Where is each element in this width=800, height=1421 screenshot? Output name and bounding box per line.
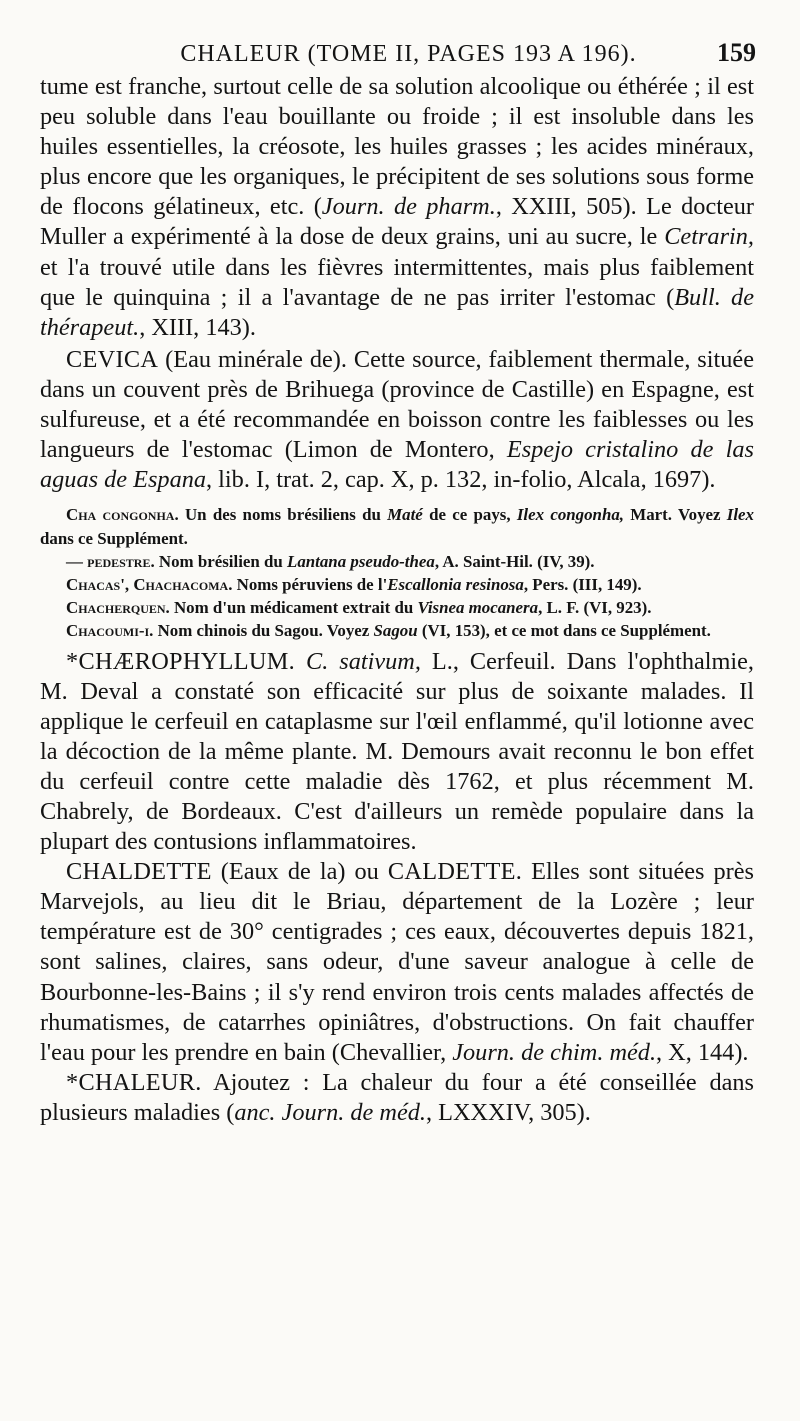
entry-heading: CEVICA [66, 345, 159, 373]
entry-heading: CHALDETTE [66, 858, 212, 886]
text-run: , Pers. (III, 149). [523, 574, 642, 594]
entry-chacoumi [40, 619, 754, 642]
term-italic: Sagou [373, 621, 418, 641]
text-run: de ce pays, [422, 505, 517, 525]
term-italic: Lantana pseudo-thea [287, 551, 435, 571]
text-run: L., Cerfeuil. Dans l'ophthalmie, M. Deval a constaté son efficacité sur plus de soixante malades. Il applique le cerfeuil en cataplasme sur l'œil enflammé, qu'il lotionne avec la décoction de la même plante. M. Demours avait reconnu le bon effet du cerfeuil contre cette maladie dès 1762, et plus récemment M. Chabrely, de Bordeaux. C'est d'ailleurs un remède populaire dans la plupart des contusions inflammatoires. [40, 647, 755, 856]
entry-heading: Chacoumi-i. [66, 621, 154, 641]
text-run: , XIII, 143). [139, 313, 256, 341]
text-run: Mart. Voyez [624, 505, 727, 525]
small-entries [40, 503, 754, 642]
page-number: 159 [717, 38, 756, 67]
entry-heading: Chacas', Chachacoma. [66, 574, 233, 594]
entry-cha-congonha [40, 503, 754, 549]
term-italic: Visnea mocanera [417, 598, 539, 618]
term-italic: Ilex congonha, [516, 505, 625, 525]
citation-italic: Journ. de chim. méd. [452, 1038, 657, 1066]
entry-cevica [40, 345, 754, 495]
text-run: Nom brésilien du [154, 551, 288, 571]
citation-italic: Espejo cristalino de las aguas de Espana [40, 436, 754, 494]
entry-chacas [40, 573, 754, 596]
text-run: , XXIII, 505). Le docteur Muller a expérimenté à la dose de deux grains, uni au sucre, le [40, 193, 754, 251]
text-run: , X, 144). [656, 1038, 749, 1066]
text-run: (VI, 153), et ce mot dans ce Supplément. [417, 621, 711, 641]
text-run: , L. F. (VI, 923). [538, 598, 652, 618]
text-run: (Eaux de la) ou [211, 858, 388, 886]
text-run: Nom d'un médicament extrait du [169, 598, 418, 618]
entry-pedestre [40, 550, 754, 573]
entry-chacherquen [40, 596, 754, 619]
term-italic: Cetrarin, [664, 223, 754, 251]
term-italic: Escallonia resinosa [387, 574, 524, 594]
text-run: Noms péruviens de l' [232, 574, 388, 594]
paragraph-cetrarin [40, 72, 754, 343]
entry-heading: — pedestre. [66, 551, 155, 571]
term-italic: Ilex [726, 505, 754, 525]
citation-italic: Journ. de pharm. [321, 193, 496, 221]
text-run: dans ce Supplément. [40, 528, 188, 548]
entry-heading: Cha congonha. [66, 505, 179, 525]
text-run: , LXXXIV, 305). [425, 1098, 591, 1126]
text-run: et l'a trouvé utile dans les fièvres intermittentes, mais plus faiblement que le quinquina ; il a l'avantage de ne pas irriter l'estomac ( [40, 253, 754, 311]
citation-italic: anc. Journ. de méd. [234, 1098, 426, 1126]
running-title: CHALEUR (TOME II, PAGES 193 A 196). [180, 41, 637, 67]
text-run: Nom chinois du Sagou. Voyez [153, 621, 374, 641]
entry-heading: *CHÆROPHYLLUM. [66, 647, 295, 675]
entry-heading: *CHALEUR. [66, 1068, 202, 1096]
entry-chaleur [40, 1068, 754, 1128]
term-italic: C. sativum, [305, 647, 421, 675]
term-italic: Maté [387, 505, 423, 525]
page-body [40, 72, 754, 1128]
text-run: , A. Saint-Hil. (IV, 39). [434, 551, 595, 571]
text-run: (Eau minérale de). Cette source, faiblement thermale, située dans un couvent près de Brihuega (province de Castille) en Espagne, est sulfureuse, et a été recommandée en boisson contre les faiblesses ou les langueurs de l'estomac (Limon de Montero, [40, 345, 754, 464]
entry-chaerophyllum [40, 647, 754, 858]
entry-heading: CALDETTE. [387, 858, 523, 886]
text-run: Ajoutez : La chaleur du four a été conseillée dans plusieurs maladies ( [40, 1068, 754, 1126]
entry-heading: Chacherquen. [66, 598, 170, 618]
text-run: , lib. I, trat. 2, cap. X, p. 132, in-folio, Alcala, 1697). [206, 466, 716, 494]
text-run: Un des noms brésiliens du [178, 505, 388, 525]
text-run: Elles sont situées près Marvejols, au lieu dit le Briau, département de la Lozère ; leur température est de 30° centigrades ; ces eaux, découvertes depuis 1821, sont salines, claires, sans odeur, d'une saveur analogue à celle de Bourbonne-les-Bains ; il s'y rend environ trois cents malades affectés de rhumatismes, de catarrhes opiniâtres, d'obstructions. On fait chauffer l'eau pour les prendre en bain (Chevallier, [40, 858, 754, 1066]
entry-chaldette [40, 857, 754, 1068]
citation-italic: Bull. de thérapeut. [40, 283, 754, 341]
text-run: tume est franche, surtout celle de sa solution alcoolique ou éthérée ; il est peu soluble dans l'eau bouillante ou froide ; il est insoluble dans les huiles essentielles, la créosote, les huiles grasses ; les acides minéraux, plus encore que les organiques, le précipitent de ses solutions sous forme de flocons gélatineux, etc. ( [40, 73, 754, 221]
